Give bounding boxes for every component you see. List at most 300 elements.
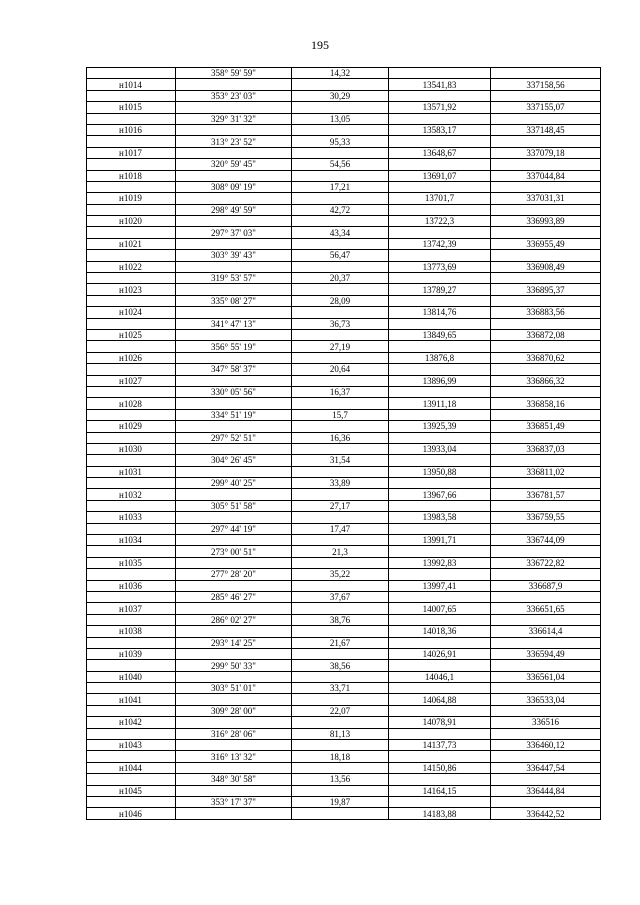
empty-cell: [292, 557, 389, 568]
x-coordinate-cell: 13541,83: [389, 79, 491, 90]
empty-cell: [389, 318, 491, 329]
direction-angle-cell: 319° 53' 57": [176, 273, 292, 284]
y-coordinate-cell: 336872,08: [491, 329, 601, 340]
point-row: [87, 557, 601, 568]
segment-row: [87, 68, 601, 79]
point-id-cell: н1042: [87, 717, 176, 728]
empty-cell: [176, 147, 292, 158]
direction-angle-cell: 308° 09' 19": [176, 181, 292, 192]
distance-cell: 28,09: [292, 295, 389, 306]
x-coordinate-cell: 14064,88: [389, 694, 491, 705]
empty-cell: [87, 68, 176, 79]
direction-angle-cell: 297° 37' 03": [176, 227, 292, 238]
empty-cell: [491, 181, 601, 192]
direction-angle-cell: 313° 23' 52": [176, 136, 292, 147]
point-id-cell: н1028: [87, 398, 176, 409]
empty-cell: [87, 660, 176, 671]
empty-cell: [491, 591, 601, 602]
segment-row: [87, 728, 601, 739]
empty-cell: [87, 569, 176, 580]
empty-cell: [389, 637, 491, 648]
x-coordinate-cell: 14007,65: [389, 603, 491, 614]
empty-cell: [491, 204, 601, 215]
direction-angle-cell: 316° 28' 06": [176, 728, 292, 739]
empty-cell: [87, 614, 176, 625]
empty-cell: [176, 375, 292, 386]
table-body: [87, 68, 601, 820]
distance-cell: 81,13: [292, 728, 389, 739]
empty-cell: [87, 728, 176, 739]
point-id-cell: н1043: [87, 740, 176, 751]
empty-cell: [292, 170, 389, 181]
point-id-cell: н1029: [87, 421, 176, 432]
empty-cell: [292, 717, 389, 728]
segment-row: [87, 204, 601, 215]
y-coordinate-cell: 336883,56: [491, 307, 601, 318]
empty-cell: [87, 159, 176, 170]
direction-angle-cell: 329° 31' 32": [176, 113, 292, 124]
segment-row: [87, 386, 601, 397]
distance-cell: 18,18: [292, 751, 389, 762]
distance-cell: 35,22: [292, 569, 389, 580]
point-id-cell: н1035: [87, 557, 176, 568]
direction-angle-cell: 316° 13' 32": [176, 751, 292, 762]
empty-cell: [292, 512, 389, 523]
direction-angle-cell: 358° 59' 59": [176, 68, 292, 79]
empty-cell: [176, 443, 292, 454]
empty-cell: [491, 364, 601, 375]
empty-cell: [491, 774, 601, 785]
empty-cell: [176, 102, 292, 113]
empty-cell: [176, 762, 292, 773]
empty-cell: [87, 455, 176, 466]
direction-angle-cell: 330° 05' 56": [176, 386, 292, 397]
x-coordinate-cell: 13701,7: [389, 193, 491, 204]
point-row: [87, 785, 601, 796]
direction-angle-cell: 347° 58' 37": [176, 364, 292, 375]
point-id-cell: н1031: [87, 466, 176, 477]
empty-cell: [491, 250, 601, 261]
empty-cell: [292, 785, 389, 796]
direction-angle-cell: 299° 40' 25": [176, 478, 292, 489]
empty-cell: [176, 466, 292, 477]
direction-angle-cell: 305° 51' 58": [176, 500, 292, 511]
distance-cell: 17,47: [292, 523, 389, 534]
empty-cell: [87, 386, 176, 397]
point-id-cell: н1018: [87, 170, 176, 181]
empty-cell: [87, 181, 176, 192]
segment-row: [87, 90, 601, 101]
empty-cell: [87, 90, 176, 101]
y-coordinate-cell: 337044,84: [491, 170, 601, 181]
segment-row: [87, 409, 601, 420]
direction-angle-cell: 348° 30' 58": [176, 774, 292, 785]
y-coordinate-cell: 336908,49: [491, 261, 601, 272]
y-coordinate-cell: 337031,31: [491, 193, 601, 204]
distance-cell: 95,33: [292, 136, 389, 147]
empty-cell: [491, 318, 601, 329]
point-row: [87, 421, 601, 432]
empty-cell: [87, 500, 176, 511]
point-id-cell: н1036: [87, 580, 176, 591]
x-coordinate-cell: 13722,3: [389, 216, 491, 227]
distance-cell: 19,87: [292, 797, 389, 808]
distance-cell: 54,56: [292, 159, 389, 170]
empty-cell: [176, 626, 292, 637]
empty-cell: [176, 785, 292, 796]
y-coordinate-cell: 336851,49: [491, 421, 601, 432]
point-id-cell: н1015: [87, 102, 176, 113]
empty-cell: [389, 113, 491, 124]
empty-cell: [292, 580, 389, 591]
x-coordinate-cell: 13933,04: [389, 443, 491, 454]
segment-row: [87, 273, 601, 284]
x-coordinate-cell: 14078,91: [389, 717, 491, 728]
direction-angle-cell: 320° 59' 45": [176, 159, 292, 170]
empty-cell: [292, 375, 389, 386]
x-coordinate-cell: 14137,73: [389, 740, 491, 751]
point-row: [87, 671, 601, 682]
segment-row: [87, 181, 601, 192]
empty-cell: [491, 159, 601, 170]
point-row: [87, 284, 601, 295]
empty-cell: [176, 603, 292, 614]
empty-cell: [389, 409, 491, 420]
empty-cell: [389, 774, 491, 785]
segment-row: [87, 683, 601, 694]
empty-cell: [389, 432, 491, 443]
empty-cell: [491, 728, 601, 739]
direction-angle-cell: 298° 49' 59": [176, 204, 292, 215]
empty-cell: [389, 478, 491, 489]
empty-cell: [176, 238, 292, 249]
point-row: [87, 535, 601, 546]
empty-cell: [389, 751, 491, 762]
x-coordinate-cell: 13849,65: [389, 329, 491, 340]
x-coordinate-cell: 13896,99: [389, 375, 491, 386]
distance-cell: 20,37: [292, 273, 389, 284]
point-row: [87, 466, 601, 477]
empty-cell: [176, 694, 292, 705]
empty-cell: [87, 364, 176, 375]
empty-cell: [87, 591, 176, 602]
empty-cell: [176, 307, 292, 318]
empty-cell: [176, 557, 292, 568]
empty-cell: [389, 181, 491, 192]
distance-cell: 31,54: [292, 455, 389, 466]
empty-cell: [491, 409, 601, 420]
empty-cell: [87, 546, 176, 557]
segment-row: [87, 660, 601, 671]
point-id-cell: н1016: [87, 124, 176, 135]
empty-cell: [292, 329, 389, 340]
x-coordinate-cell: 13876,8: [389, 352, 491, 363]
y-coordinate-cell: 336895,37: [491, 284, 601, 295]
empty-cell: [87, 774, 176, 785]
empty-cell: [389, 683, 491, 694]
empty-cell: [389, 455, 491, 466]
empty-cell: [176, 671, 292, 682]
empty-cell: [491, 478, 601, 489]
direction-angle-cell: 293° 14' 25": [176, 637, 292, 648]
empty-cell: [491, 113, 601, 124]
empty-cell: [292, 808, 389, 819]
empty-cell: [87, 295, 176, 306]
segment-row: [87, 432, 601, 443]
point-id-cell: н1030: [87, 443, 176, 454]
distance-cell: 43,34: [292, 227, 389, 238]
point-id-cell: н1037: [87, 603, 176, 614]
empty-cell: [491, 705, 601, 716]
y-coordinate-cell: 336533,04: [491, 694, 601, 705]
segment-row: [87, 797, 601, 808]
empty-cell: [292, 79, 389, 90]
point-id-cell: н1017: [87, 147, 176, 158]
page-number: 195: [311, 38, 329, 52]
segment-row: [87, 455, 601, 466]
x-coordinate-cell: 14046,1: [389, 671, 491, 682]
x-coordinate-cell: 14183,88: [389, 808, 491, 819]
empty-cell: [176, 124, 292, 135]
empty-cell: [176, 421, 292, 432]
distance-cell: 16,37: [292, 386, 389, 397]
empty-cell: [176, 284, 292, 295]
empty-cell: [87, 204, 176, 215]
segment-row: [87, 113, 601, 124]
point-row: [87, 762, 601, 773]
y-coordinate-cell: 336744,09: [491, 535, 601, 546]
empty-cell: [292, 603, 389, 614]
point-id-cell: н1022: [87, 261, 176, 272]
y-coordinate-cell: 336759,55: [491, 512, 601, 523]
point-row: [87, 352, 601, 363]
y-coordinate-cell: 336866,32: [491, 375, 601, 386]
direction-angle-cell: 277° 28' 20": [176, 569, 292, 580]
empty-cell: [292, 466, 389, 477]
empty-cell: [176, 170, 292, 181]
segment-row: [87, 546, 601, 557]
y-coordinate-cell: 336858,16: [491, 398, 601, 409]
empty-cell: [292, 147, 389, 158]
direction-angle-cell: 309° 28' 00": [176, 705, 292, 716]
distance-cell: 56,47: [292, 250, 389, 261]
point-row: [87, 626, 601, 637]
point-row: [87, 193, 601, 204]
point-row: [87, 329, 601, 340]
empty-cell: [87, 751, 176, 762]
distance-cell: 13,56: [292, 774, 389, 785]
point-row: [87, 261, 601, 272]
y-coordinate-cell: 336722,82: [491, 557, 601, 568]
point-row: [87, 717, 601, 728]
point-row: [87, 603, 601, 614]
point-id-cell: н1021: [87, 238, 176, 249]
point-row: [87, 443, 601, 454]
segment-row: [87, 637, 601, 648]
point-id-cell: н1046: [87, 808, 176, 819]
x-coordinate-cell: 14164,15: [389, 785, 491, 796]
empty-cell: [87, 478, 176, 489]
point-row: [87, 170, 601, 181]
point-row: [87, 648, 601, 659]
point-row: [87, 740, 601, 751]
point-row: [87, 512, 601, 523]
empty-cell: [87, 683, 176, 694]
empty-cell: [87, 250, 176, 261]
point-row: [87, 238, 601, 249]
empty-cell: [389, 341, 491, 352]
segment-row: [87, 136, 601, 147]
empty-cell: [87, 409, 176, 420]
segment-row: [87, 250, 601, 261]
segment-row: [87, 591, 601, 602]
segment-row: [87, 569, 601, 580]
empty-cell: [292, 443, 389, 454]
empty-cell: [491, 227, 601, 238]
empty-cell: [292, 102, 389, 113]
segment-row: [87, 500, 601, 511]
x-coordinate-cell: 14026,91: [389, 648, 491, 659]
empty-cell: [491, 637, 601, 648]
empty-cell: [87, 227, 176, 238]
direction-angle-cell: 297° 44' 19": [176, 523, 292, 534]
segment-row: [87, 318, 601, 329]
segment-row: [87, 751, 601, 762]
point-row: [87, 147, 601, 158]
empty-cell: [292, 489, 389, 500]
empty-cell: [389, 569, 491, 580]
segment-row: [87, 227, 601, 238]
distance-cell: 33,89: [292, 478, 389, 489]
empty-cell: [491, 569, 601, 580]
segment-row: [87, 159, 601, 170]
direction-angle-cell: 335° 08' 27": [176, 295, 292, 306]
distance-cell: 17,21: [292, 181, 389, 192]
distance-cell: 27,19: [292, 341, 389, 352]
y-coordinate-cell: 336781,57: [491, 489, 601, 500]
empty-cell: [389, 728, 491, 739]
empty-cell: [176, 79, 292, 90]
empty-cell: [389, 204, 491, 215]
distance-cell: 15,7: [292, 409, 389, 420]
empty-cell: [176, 808, 292, 819]
point-row: [87, 216, 601, 227]
direction-angle-cell: 341° 47' 13": [176, 318, 292, 329]
distance-cell: 16,36: [292, 432, 389, 443]
x-coordinate-cell: 13997,41: [389, 580, 491, 591]
empty-cell: [292, 307, 389, 318]
x-coordinate-cell: 13691,07: [389, 170, 491, 181]
x-coordinate-cell: 13950,88: [389, 466, 491, 477]
distance-cell: 33,71: [292, 683, 389, 694]
empty-cell: [292, 398, 389, 409]
empty-cell: [176, 216, 292, 227]
point-row: [87, 398, 601, 409]
empty-cell: [389, 159, 491, 170]
y-coordinate-cell: 337158,56: [491, 79, 601, 90]
empty-cell: [292, 193, 389, 204]
point-row: [87, 580, 601, 591]
empty-cell: [292, 648, 389, 659]
direction-angle-cell: 303° 51' 01": [176, 683, 292, 694]
point-row: [87, 808, 601, 819]
empty-cell: [87, 273, 176, 284]
direction-angle-cell: 303° 39' 43": [176, 250, 292, 261]
y-coordinate-cell: 336687,9: [491, 580, 601, 591]
segment-row: [87, 341, 601, 352]
y-coordinate-cell: 336442,52: [491, 808, 601, 819]
direction-angle-cell: 286° 02' 27": [176, 614, 292, 625]
point-id-cell: н1027: [87, 375, 176, 386]
x-coordinate-cell: 13911,18: [389, 398, 491, 409]
empty-cell: [176, 740, 292, 751]
segment-row: [87, 364, 601, 375]
empty-cell: [491, 455, 601, 466]
point-id-cell: н1038: [87, 626, 176, 637]
empty-cell: [389, 364, 491, 375]
empty-cell: [389, 546, 491, 557]
direction-angle-cell: 334° 51' 19": [176, 409, 292, 420]
point-id-cell: н1044: [87, 762, 176, 773]
empty-cell: [389, 273, 491, 284]
empty-cell: [389, 660, 491, 671]
point-id-cell: н1033: [87, 512, 176, 523]
x-coordinate-cell: 13742,39: [389, 238, 491, 249]
empty-cell: [389, 90, 491, 101]
point-id-cell: н1025: [87, 329, 176, 340]
segment-row: [87, 614, 601, 625]
y-coordinate-cell: 336993,89: [491, 216, 601, 227]
empty-cell: [292, 352, 389, 363]
x-coordinate-cell: 13789,27: [389, 284, 491, 295]
y-coordinate-cell: 336614,4: [491, 626, 601, 637]
empty-cell: [176, 717, 292, 728]
empty-cell: [389, 227, 491, 238]
empty-cell: [491, 68, 601, 79]
y-coordinate-cell: 336594,49: [491, 648, 601, 659]
point-id-cell: н1020: [87, 216, 176, 227]
empty-cell: [292, 740, 389, 751]
empty-cell: [389, 68, 491, 79]
x-coordinate-cell: 13991,71: [389, 535, 491, 546]
point-id-cell: н1024: [87, 307, 176, 318]
x-coordinate-cell: 13814,76: [389, 307, 491, 318]
empty-cell: [87, 523, 176, 534]
empty-cell: [292, 694, 389, 705]
y-coordinate-cell: 336837,03: [491, 443, 601, 454]
empty-cell: [389, 386, 491, 397]
distance-cell: 21,3: [292, 546, 389, 557]
empty-cell: [491, 295, 601, 306]
empty-cell: [176, 193, 292, 204]
point-id-cell: н1040: [87, 671, 176, 682]
distance-cell: 22,07: [292, 705, 389, 716]
empty-cell: [389, 705, 491, 716]
empty-cell: [491, 386, 601, 397]
empty-cell: [87, 113, 176, 124]
distance-cell: 37,67: [292, 591, 389, 602]
point-row: [87, 124, 601, 135]
empty-cell: [389, 591, 491, 602]
point-id-cell: н1041: [87, 694, 176, 705]
direction-angle-cell: 297° 52' 51": [176, 432, 292, 443]
point-row: [87, 694, 601, 705]
segment-row: [87, 774, 601, 785]
x-coordinate-cell: 14150,86: [389, 762, 491, 773]
y-coordinate-cell: 336561,04: [491, 671, 601, 682]
point-row: [87, 489, 601, 500]
empty-cell: [176, 648, 292, 659]
